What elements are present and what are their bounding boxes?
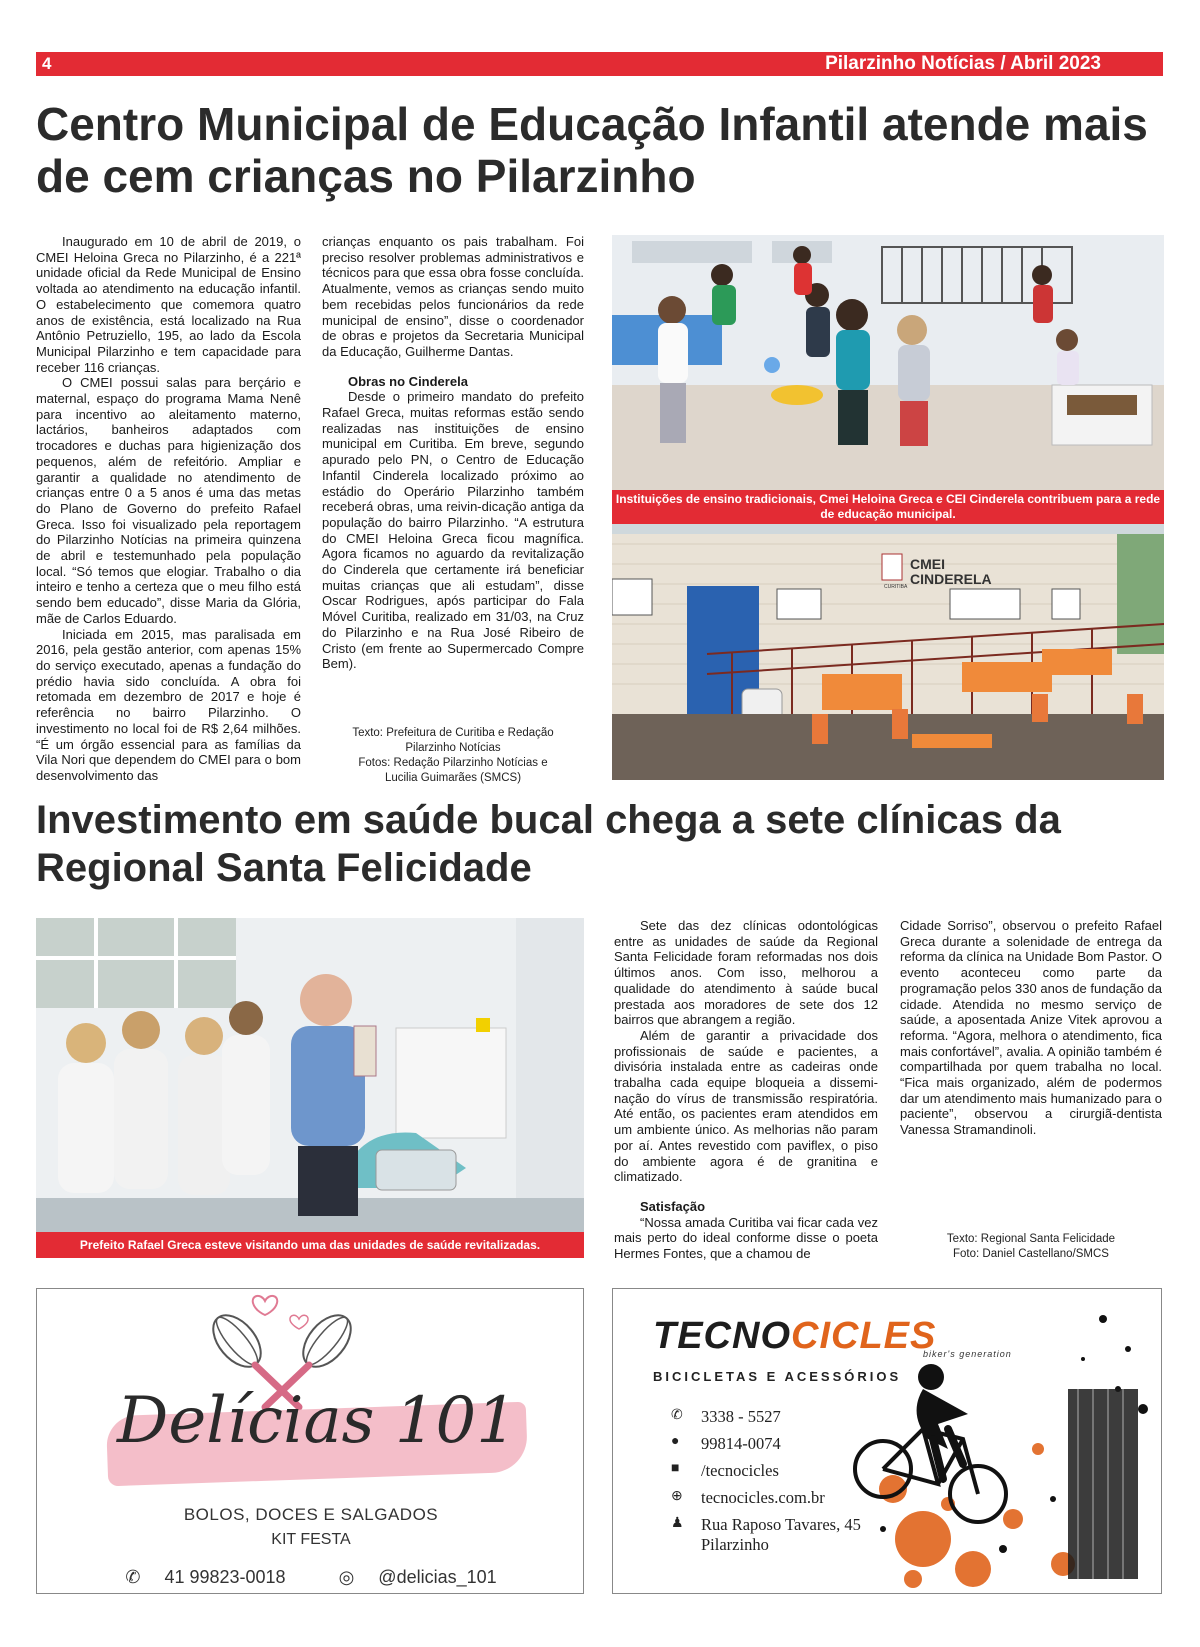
article1-paragraph: Iniciada em 2015, mas paralisada em 2016, pela gestão anterior, com apenas 15% do serviço executado, apenas a fundação do prédio havia sido concluída. A obra foi retomada em dezembro de 2017 e hoje é referência no bairro Pilarzinho. O investimento no local foi de R$ 2,64 milhões. “É um órgão essencial para as famílias da Vila Nori que dependem do CMEI para o bom desenvolvimento das [36,626,301,783]
globe-icon: ⊕ [671,1489,683,1504]
whatsapp-icon: ● [671,1434,680,1449]
delicias-contacts [37,1567,584,1588]
tecno-whatsapp-row[interactable] [671,1434,861,1461]
tecno-subtitle: BICICLETAS E ACESSÓRIOS [653,1369,902,1384]
article1-credits [322,726,584,786]
credit-line: Lucilia Guimarães (SMCS) [384,772,522,784]
delicias-brand: Delícias 101 [117,1384,517,1458]
article2-headline: Investimento em saúde bucal chega a sete clínicas da Regional Santa Felicidade [36,798,1061,890]
photo-caption-clinic: Prefeito Rafael Greca esteve visitando uma das unidades de saúde revitalizadas. [36,1232,584,1258]
article1-column2 [322,234,584,672]
article1-headline: Centro Municipal de Educação Infantil atende mais de cem crianças no Pilarzinho [36,98,1148,202]
cinderela-sign-line2: CINDERELA [910,571,992,587]
tecno-phone-row[interactable] [671,1407,861,1434]
tecno-address-line1: Rua Raposo Tavares, 45 [701,1515,861,1534]
cyclist-illustration [853,1289,1162,1594]
tecno-facebook: /tecnocicles [701,1461,779,1480]
delicias-phone[interactable] [113,1567,297,1587]
credit-line: Texto: Regional Santa Felicidade [946,1233,1116,1245]
whatsapp-icon: ✆ [125,1567,141,1587]
delicias-phone-text: 41 99823-0018 [164,1567,286,1587]
credit-line: Foto: Daniel Castellano/SMCS [953,1248,1109,1260]
article1-paragraph: O CMEI possui salas para berçário e maternal, espaço do programa Mama Nenê para incentivo ao aleitamento materno, lactários, banheiros adaptados com trocadores e duchas para higienização dos pequenos, além de refeitório. Ampliar e garantir a qualidade no atendimento de crianças entre 0 a 5 anos é uma das metas do Plano de Governo do prefeito Rafael Greca. Isso foi visualizado pela reportagem do Pilarzinho Notícias na primeira quinzena de abril e testemunhado pela população local. “Só temos que elogiar. Trabalho o dia inteiro e tenho a certeza que o meu filho está sendo bem educado”, disse Maria da Glória, mãe de Carlos Eduardo. [36,375,301,626]
delicias-line1: BOLOS, DOCES E SALGADOS [183,1505,439,1524]
article1-paragraph: Inaugurado em 10 de abril de 2019, o CMEI Heloina Greca no Pilarzinho, é a 221ª unidade oficial da Rede Municipal de Ensino voltada ao atendimento na educação infantil. O estabelecimento que comemora quatro anos de existência, está localizado na Rua Antônio Petruziello, 195, ao lado da Escola Municipal Pilarzinho e tem capacidade para receber 116 crianças. [36,234,301,375]
credit-line: Fotos: Redação Pilarzinho Notícias e [358,757,548,769]
ad-tecnocicles[interactable] [612,1288,1162,1594]
cinderela-sign-line1: CMEI [910,556,945,572]
page-number: 4 [42,54,52,73]
phone-icon: ✆ [671,1408,683,1423]
tecno-contact-list [671,1407,861,1555]
cinderela-sign-city: CURITIBA [884,584,908,590]
article2-paragraph: “Nossa amada Curitiba vai ficar cada vez mais perto do ideal conforme disse o poeta Hermes Fontes, que a chamou de [614,1214,878,1262]
facebook-icon: ■ [671,1461,680,1476]
delicias-instagram[interactable] [327,1567,509,1587]
photo-clinic-illustration [36,918,584,1232]
tecno-address [701,1515,861,1555]
tecno-address-row[interactable] [671,1515,861,1555]
tecno-facebook-row[interactable] [671,1461,861,1488]
tecno-address-line2: Pilarzinho [701,1535,769,1554]
ad-delicias-101[interactable] [36,1288,584,1594]
delicias-line2: KIT FESTA [271,1531,351,1548]
tecno-brand-orange: CICLES [791,1315,937,1357]
tecno-website: tecnocicles.com.br [701,1488,825,1507]
photo-cinderela-illustration [612,524,1164,780]
article1-paragraph: Desde o primeiro mandato do prefeito Rafael Greca, muitas reformas estão sendo realizadas nas instituições de ensino municipal em Curitiba. Em breve, segundo apurado pelo PN, o Centro de Educação Infantil Cinderela localizado próximo ao estádio do Operário Pilarzinho também receberá obras, uma reivin-dicação antiga da população do bairro Pilarzinho. “A estrutura do CMEI Heloina Greca ficou magnífica. Agora ficamos no aguardo da revitalização do Cinderela que certamente irá beneficiar muitas crianças que ali estudam”, disse Oscar Rodrigues, após participar do Fala Móvel Curitiba, realizado em 31/03, na Cruz do Pilarzinho e na Rua José Ribeiro de Cristo (em frente ao Supermercado Compre Bem). [322,389,584,672]
photo-caption-cmei: Instituições de ensino tradicionais, Cmei Heloina Greca e CEI Cinderela contribuem para a rede de educação municipal. [612,490,1164,524]
article2-column1 [614,918,878,1262]
article1-column1 [36,234,301,784]
tecno-website-row[interactable] [671,1488,861,1515]
photo-dental-clinic [36,918,584,1232]
article2-paragraph: Cidade Sorriso”, observou o prefeito Rafael Greca durante a solenidade de entrega da reforma da clínica na Unidade Bom Pastor. O evento aconteceu como parte da programação pelos 330 anos de fundação da cidade. Atendida no mesmo serviço de saúde, a aposentada Anize Vitek aprovou a reforma. “Agora, melhora o atendimento, fica mais confortável”, avalia. A opinião também é compartilhada por quem trabalha no local. “Fica mais organizado, além de podermos dar um atendimento mais humanizado para o paciente”, observou a cirurgiã-dentista Vanessa Stramandinoli. [900,918,1162,1138]
article2-paragraph: Sete das dez clínicas odontológicas entre as unidades de saúde da Regional Santa Felicidade foram reformadas nos dois últimos anos. Com isso, melhorou a qualidade do atendimento à saúde bucal prestada aos moradores de sete dos 12 bairros que abrangem a região. [614,918,878,1028]
location-icon: ♟ [671,1516,684,1531]
instagram-icon: ◎ [338,1567,355,1587]
article2-paragraph: Além de garantir a privacidade dos profissionais de saúde e pacientes, a divisória instalada entre as cadeiras onde trabalha cada equipe bloqueia a dissemi-nação do vírus de transmissão respiratória. Até então, os pacientes eram atendidos em um ambiente único. As melhorias não param por aí. Antes revestido com paviflex, o piso do ambiente agora é de granitina e climatizado. [614,1027,878,1185]
article1-paragraph: crianças enquanto os pais trabalham. Foi preciso resolver problemas administrativos e técnicos para que essa obra fosse concluída. Atualmente, vemos as crianças sendo muito bem recebidas pelos funcionários da rede municipal de ensino”, disse o coordenador de obras e projetos da Secretaria Municipal da Educação, Guilherme Dantas. [322,234,584,359]
article1-subheading: Obras no Cinderela [348,373,468,389]
tecno-tagline: biker's generation [923,1349,1012,1359]
header-bar [36,52,1163,76]
photo-cei-cinderela [612,524,1164,780]
credit-line: Texto: Prefeitura de Curitiba e Redação [352,727,554,739]
article2-column2 [900,918,1162,1138]
photo-children-illustration [612,235,1164,490]
publication-title: Pilarzinho Notícias / Abril 2023 [825,53,1101,74]
tecno-phone: 3338 - 5527 [701,1407,781,1426]
article2-subheading: Satisfação [640,1198,706,1214]
article2-credits [900,1232,1162,1262]
tecno-brand-dark: TECNO [653,1315,791,1357]
delicias-instagram-text: @delicias_101 [378,1567,497,1587]
photo-children-cmei [612,235,1164,490]
credit-line: Pilarzinho Notícias [405,742,501,754]
tecno-whatsapp: 99814-0074 [701,1434,781,1453]
